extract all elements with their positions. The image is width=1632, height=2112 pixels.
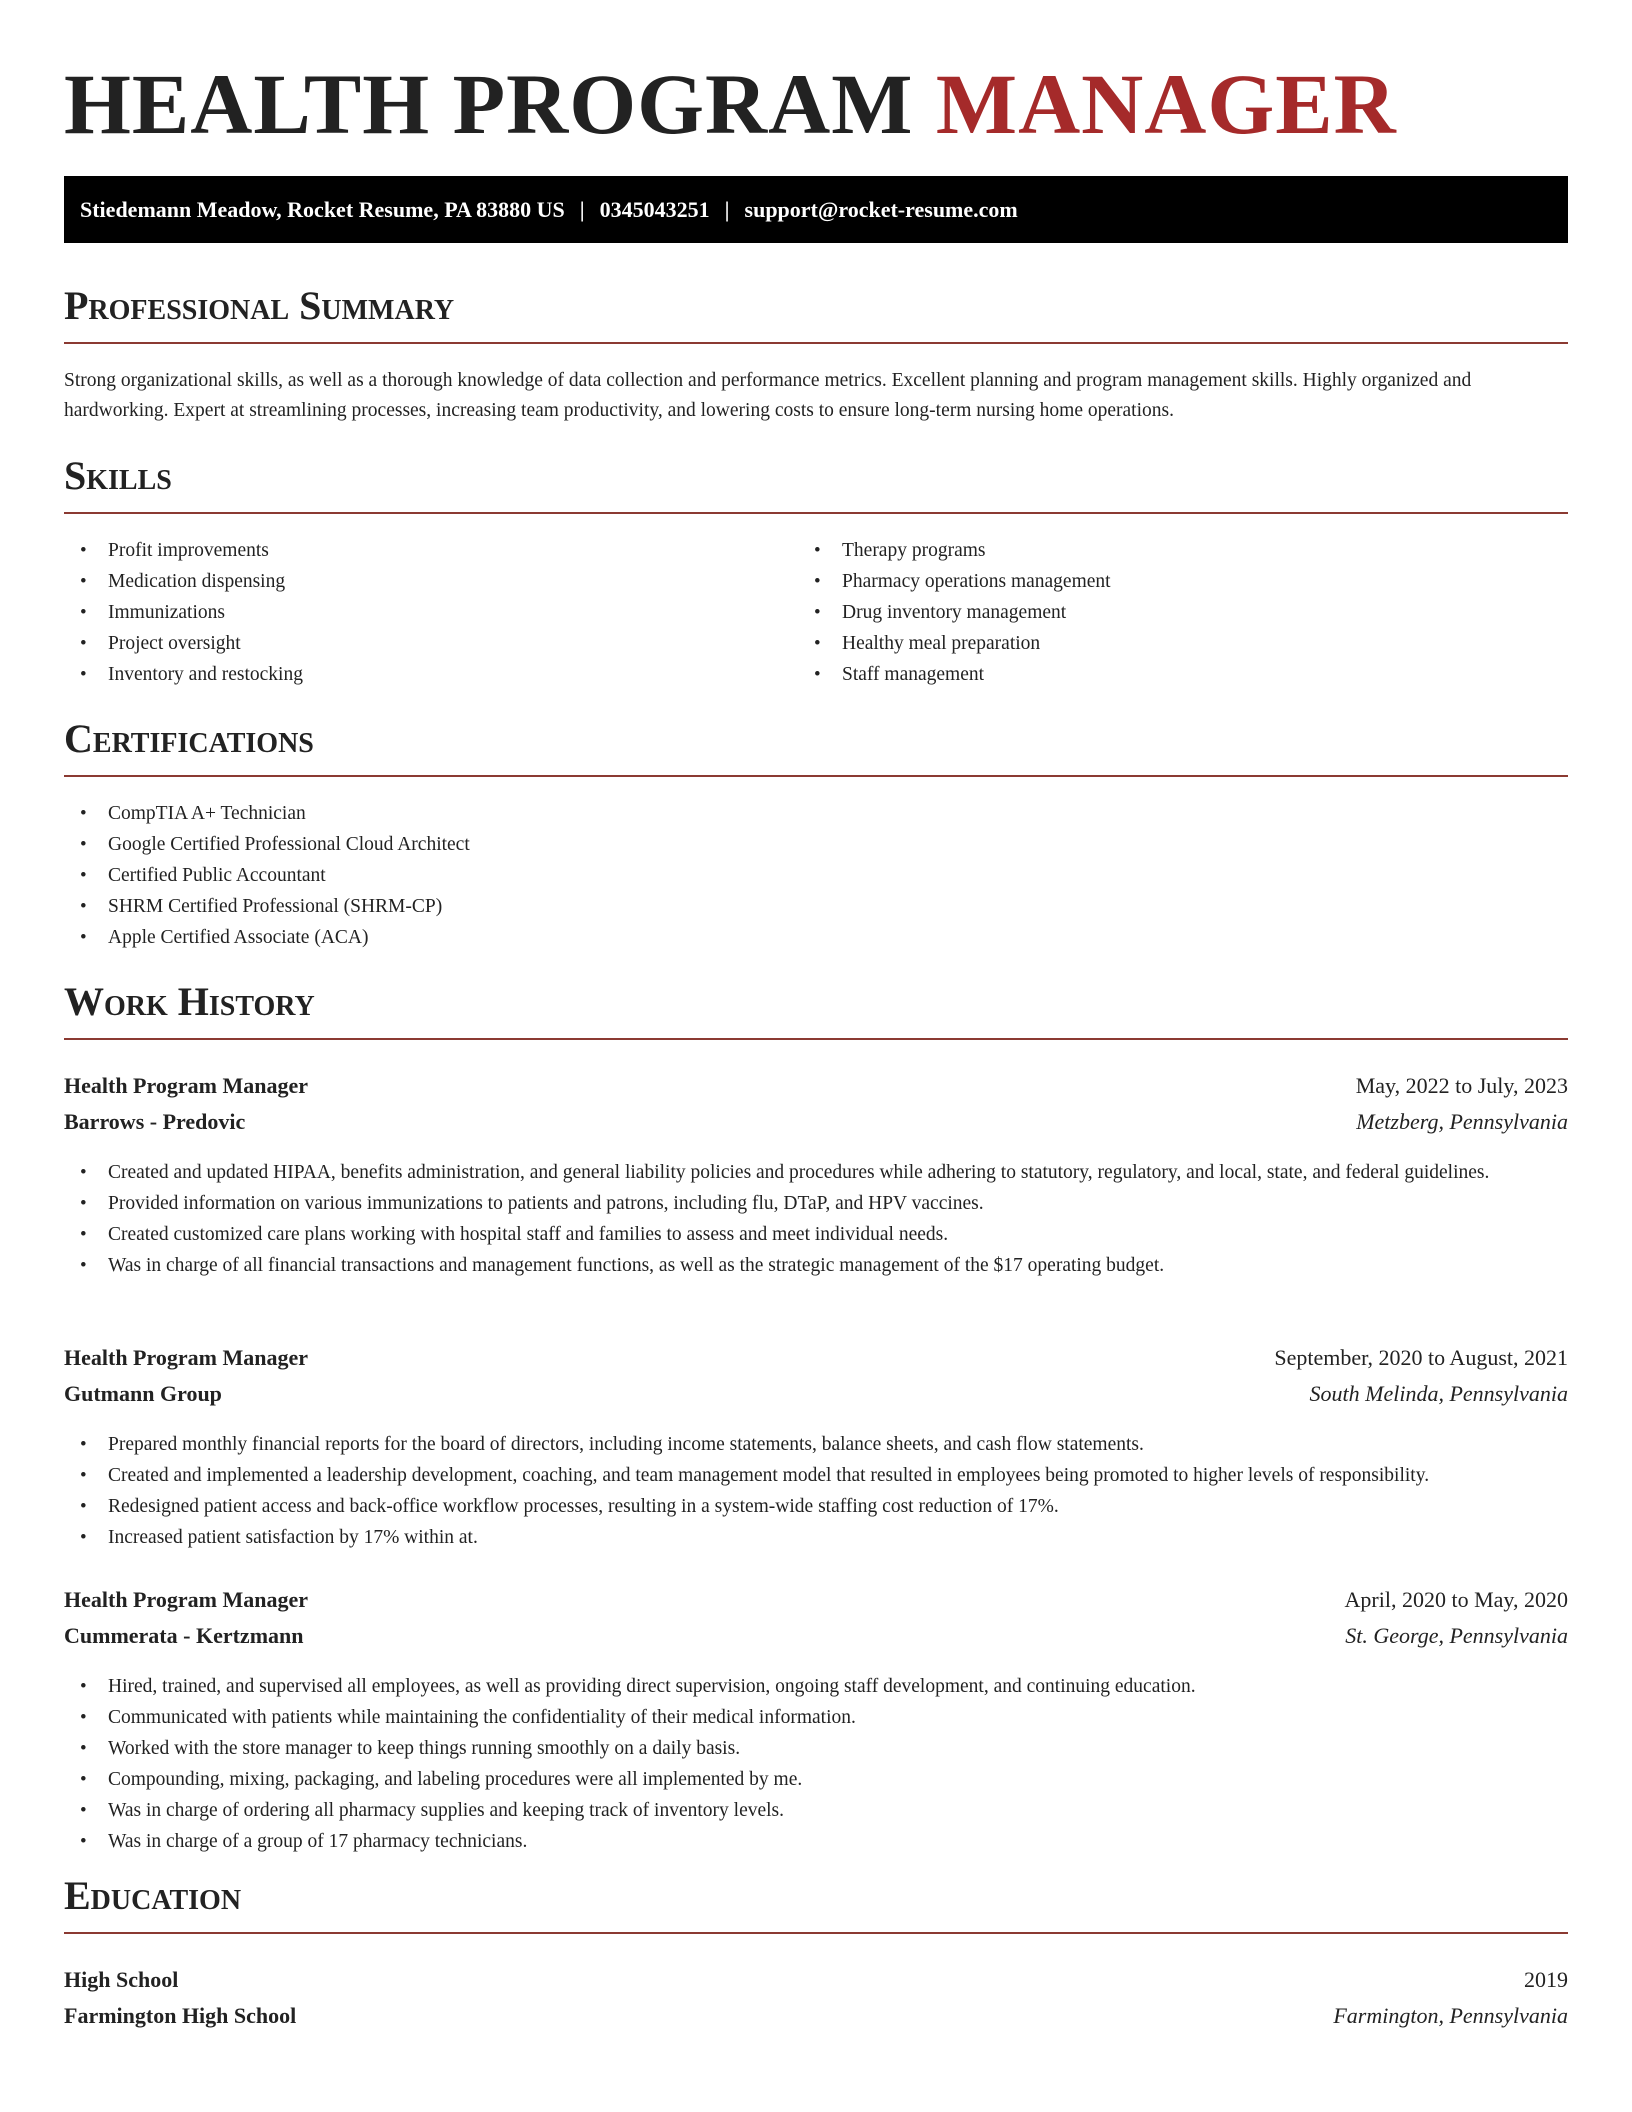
job-header xyxy=(64,1340,1568,1412)
job-header xyxy=(64,1068,1568,1140)
name-last: MANAGER xyxy=(935,56,1397,152)
job-title: Health Program Manager xyxy=(64,1587,308,1612)
skills-list-right xyxy=(798,535,1538,690)
skill-item: • Drug inventory management xyxy=(798,597,1538,628)
skills-column-right xyxy=(798,535,1538,690)
contact-separator: | xyxy=(724,197,730,222)
contact-address: Stiedemann Meadow, Rocket Resume, PA 83880 US xyxy=(80,197,565,222)
skills-list-left xyxy=(64,535,804,690)
job-duties xyxy=(64,1429,1568,1553)
job-duty-item: • Increased patient satisfaction by 17% within at. xyxy=(64,1522,1568,1553)
skill-item: • Profit improvements xyxy=(64,535,804,566)
skill-item: • Healthy meal preparation xyxy=(798,628,1538,659)
section-title-certifications: Certifications xyxy=(64,715,1568,777)
job-duty-item: • Hired, trained, and supervised all employees, as well as providing direct supervision, ongoing staff development, and continuing education. xyxy=(64,1671,1568,1702)
job-duty-item: • Was in charge of all financial transactions and management functions, as well as the strategic management of the $17 operating budget. xyxy=(64,1250,1568,1281)
contact-separator: | xyxy=(579,197,585,222)
job-duty-item: • Was in charge of ordering all pharmacy supplies and keeping track of inventory levels. xyxy=(64,1795,1568,1826)
name-first: HEALTH PROGRAM xyxy=(64,56,914,152)
contact-email[interactable]: support@rocket-resume.com xyxy=(744,197,1018,222)
section-title-work-history: Work History xyxy=(64,978,1568,1040)
education-year: 2019 xyxy=(1524,1967,1568,1992)
certification-item: • CompTIA A+ Technician xyxy=(64,798,1568,829)
skills-column-left xyxy=(64,535,804,690)
job-location: South Melinda, Pennsylvania xyxy=(1309,1381,1568,1406)
job-dates: May, 2022 to July, 2023 xyxy=(1355,1073,1568,1098)
education-school: Farmington High School xyxy=(64,2003,297,2028)
section-title-skills: Skills xyxy=(64,452,1568,514)
skill-item: • Medication dispensing xyxy=(64,566,804,597)
job-duty-item: • Prepared monthly financial reports for the board of directors, including income statements, balance sheets, and cash flow statements. xyxy=(64,1429,1568,1460)
summary-text: Strong organizational skills, as well as a thorough knowledge of data collection and performance metrics. Excellent planning and program management skills. Highly organized and hardworking. Expert at streamlining processes, increasing team productivity, and lowering costs to ensure long-term nursing home operations. xyxy=(64,370,1472,421)
job-duty-item: • Created and updated HIPAA, benefits administration, and general liability policies and procedures while adhering to statutory, regulatory, and local, state, and federal guidelines. xyxy=(64,1157,1568,1188)
job-title: Health Program Manager xyxy=(64,1073,308,1098)
job-duties-list xyxy=(64,1429,1568,1553)
certification-item: • Google Certified Professional Cloud Architect xyxy=(64,829,1568,860)
job-header xyxy=(64,1582,1568,1654)
job-duties xyxy=(64,1671,1568,1857)
job-duty-item: • Redesigned patient access and back-office workflow processes, resulting in a system-wide staffing cost reduction of 17%. xyxy=(64,1491,1568,1522)
job-duty-item: • Created customized care plans working with hospital staff and families to assess and meet individual needs. xyxy=(64,1219,1568,1250)
job-duties xyxy=(64,1157,1568,1281)
job-duties-list xyxy=(64,1671,1568,1857)
skill-item: • Therapy programs xyxy=(798,535,1538,566)
job-location: Metzberg, Pennsylvania xyxy=(1356,1109,1568,1134)
job-duty-item: • Compounding, mixing, packaging, and labeling procedures were all implemented by me. xyxy=(64,1764,1568,1795)
education-degree: High School xyxy=(64,1967,179,1992)
job-location: St. George, Pennsylvania xyxy=(1345,1623,1568,1648)
education-location: Farmington, Pennsylvania xyxy=(1333,2003,1568,2028)
section-title-summary: Professional Summary xyxy=(64,282,1568,344)
job-duty-item: • Worked with the store manager to keep things running smoothly on a daily basis. xyxy=(64,1733,1568,1764)
certifications-block xyxy=(64,798,1568,953)
job-duty-item: • Communicated with patients while maintaining the confidentiality of their medical information. xyxy=(64,1702,1568,1733)
job-dates: April, 2020 to May, 2020 xyxy=(1344,1587,1568,1612)
certification-item: • SHRM Certified Professional (SHRM-CP) xyxy=(64,891,1568,922)
skill-item: • Pharmacy operations management xyxy=(798,566,1538,597)
job-dates: September, 2020 to August, 2021 xyxy=(1274,1345,1568,1370)
job-duties-list xyxy=(64,1157,1568,1281)
job-company: Gutmann Group xyxy=(64,1381,222,1406)
job-title: Health Program Manager xyxy=(64,1345,308,1370)
contact-phone: 0345043251 xyxy=(599,197,710,222)
job-duty-item: • Provided information on various immunizations to patients and patrons, including flu, DTaP, and HPV vaccines. xyxy=(64,1188,1568,1219)
certifications-list xyxy=(64,798,1568,953)
section-title-education: Education xyxy=(64,1872,1568,1934)
skill-item: • Staff management xyxy=(798,659,1538,690)
certification-item: • Certified Public Accountant xyxy=(64,860,1568,891)
skill-item: • Immunizations xyxy=(64,597,804,628)
skill-item: • Inventory and restocking xyxy=(64,659,804,690)
certification-item: • Apple Certified Associate (ACA) xyxy=(64,922,1568,953)
job-company: Cummerata - Kertzmann xyxy=(64,1623,304,1648)
job-duty-item: • Was in charge of a group of 17 pharmacy technicians. xyxy=(64,1826,1568,1857)
skill-item: • Project oversight xyxy=(64,628,804,659)
job-duty-item: • Created and implemented a leadership development, coaching, and team management model that resulted in employees being promoted to higher levels of responsibility. xyxy=(64,1460,1568,1491)
job-company: Barrows - Predovic xyxy=(64,1109,246,1134)
education-entry xyxy=(64,1962,1568,2034)
resume-name-heading xyxy=(64,56,1397,152)
contact-bar xyxy=(64,176,1568,243)
